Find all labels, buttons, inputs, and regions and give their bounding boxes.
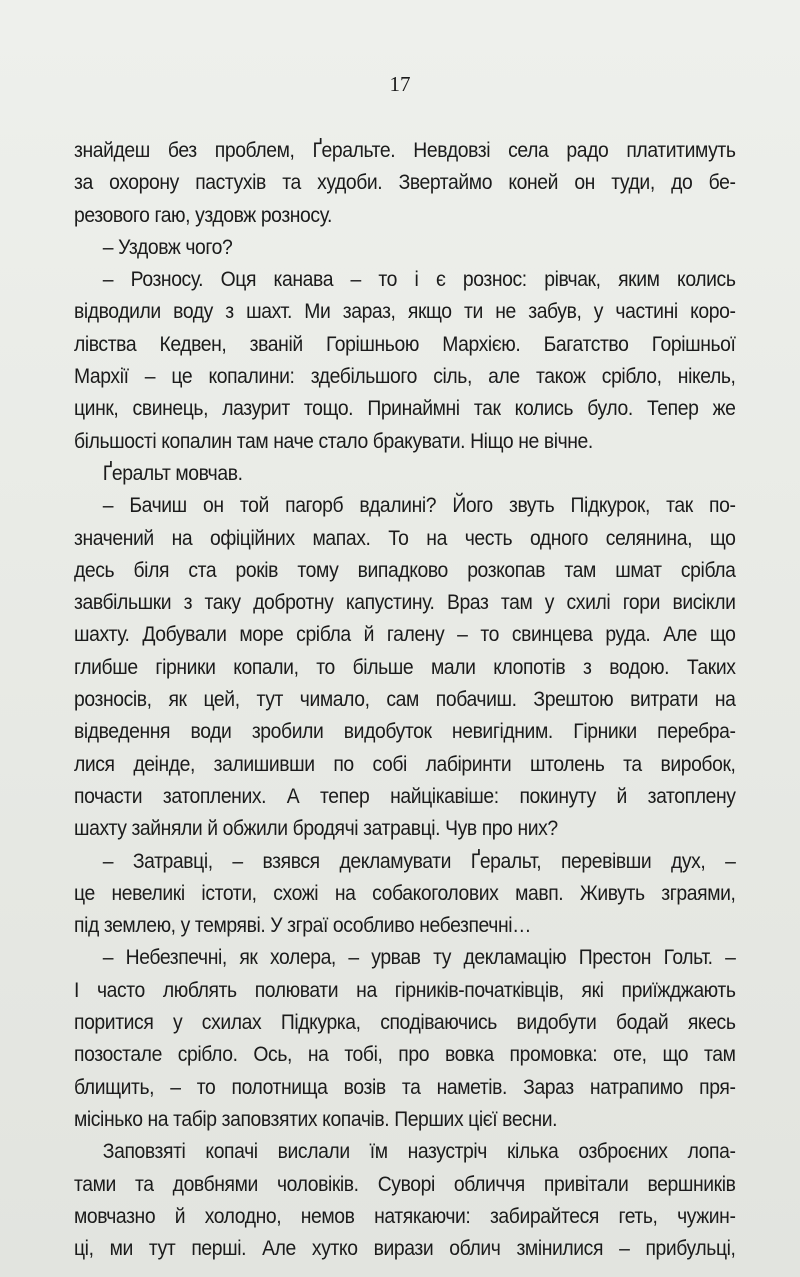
text-line: лівства Кедвен, званій Горішньою Мархією. Багатство Горішньої <box>74 331 736 356</box>
text-line: тами та довбнями чоловіків. Суворі обличчя привітали вершників <box>74 1171 736 1196</box>
text-line: – Бачиш он той пагорб вдалині? Його звуть Підкурок, так по- <box>102 493 736 518</box>
text-line: ці, ми тут перші. Але хутко вирази облич змінилися – прибульці, <box>74 1236 736 1261</box>
text-line: знайдеш без проблем, Ґеральте. Невдовзі села радо платитимуть <box>74 138 736 162</box>
text-line: блищить, – то полотнища возів та наметів. Зараз натрапимо пря- <box>74 1074 736 1099</box>
text-line: лися деінде, залишивши по собі лабіринти штолень та виробок, <box>74 751 736 776</box>
text-line: значений на офіційних мапах. То на честь одного селянина, що <box>74 525 736 550</box>
text-line: Мархії – це копалини: здебільшого сіль, але також срібло, нікель, <box>74 364 736 389</box>
text-line: десь біля ста років тому випадково розкопав там шмат срібла <box>74 557 736 582</box>
text-line: місінько на табір заповзятих копачів. Перших цієї весни. <box>74 1106 558 1131</box>
text-line: шахту зайняли й обжили бродячі затравці. Чув про них? <box>74 816 558 841</box>
text-line: це невеликі істоти, схожі на собакоголових мавп. Живуть зграями, <box>74 880 736 905</box>
text-line: – Уздовж чого? <box>102 234 233 259</box>
text-line: Ґеральт мовчав. <box>102 460 243 485</box>
text-line: за охорону пастухів та худоби. Звертаймо коней он туди, до бе- <box>74 170 736 195</box>
text-line: мовчазно й холодно, немов натякаючи: забирайтеся геть, чужин- <box>74 1203 736 1228</box>
text-line: відведення води зробили видобуток невигідним. Гірники перебра- <box>74 719 736 744</box>
text-line: цинк, свинець, лазурит тощо. Принаймні так колись було. Тепер же <box>74 396 736 421</box>
text-line: – Розносу. Оця канава – то і є рознос: рівчак, яким колись <box>102 267 736 292</box>
text-line: Заповзяті копачі вислали їм назустріч кілька озброєних лопа- <box>102 1139 736 1164</box>
text-line: шахту. Добували море срібла й галену – то свинцева руда. Але що <box>74 622 736 647</box>
page-number: 17 <box>389 72 411 96</box>
text-line: резового гаю, уздовж розносу. <box>74 202 333 227</box>
text-line: під землею, у темряві. У зграї особливо небезпечні… <box>74 913 532 938</box>
text-line: – Затравці, – взявся декламувати Ґеральт, перевівши дух, – <box>102 848 736 873</box>
body-text <box>74 134 736 1264</box>
text-line: поритися у схилах Підкурка, сподіваючись видобути бодай якесь <box>74 1010 736 1035</box>
text-line: позостале срібло. Ось, на тобі, про вовка промовка: оте, що там <box>74 1042 736 1067</box>
text-line: більшості копалин там наче стало бракувати. Ніщо не вічне. <box>74 428 593 453</box>
text-line: почасти затоплених. А тепер найцікавіше: покинуту й затоплену <box>74 783 736 808</box>
text-line: відводили воду з шахт. Ми зараз, якщо ти не забув, у частині коро- <box>74 299 736 324</box>
text-line: І часто люблять полювати на гірників-початківців, які приїжджають <box>74 977 736 1002</box>
text-line: завбільшки з таку добротну капустину. Враз там у схилі гори висікли <box>74 590 736 615</box>
text-line: розносів, як цей, тут чимало, сам побачиш. Зрештою витрати на <box>74 687 736 712</box>
text-line: – Небезпечні, як холера, – урвав ту декламацію Престон Гольт. – <box>102 945 736 970</box>
text-line: глибше гірники копали, то більше мали клопотів з водою. Таких <box>74 654 736 679</box>
